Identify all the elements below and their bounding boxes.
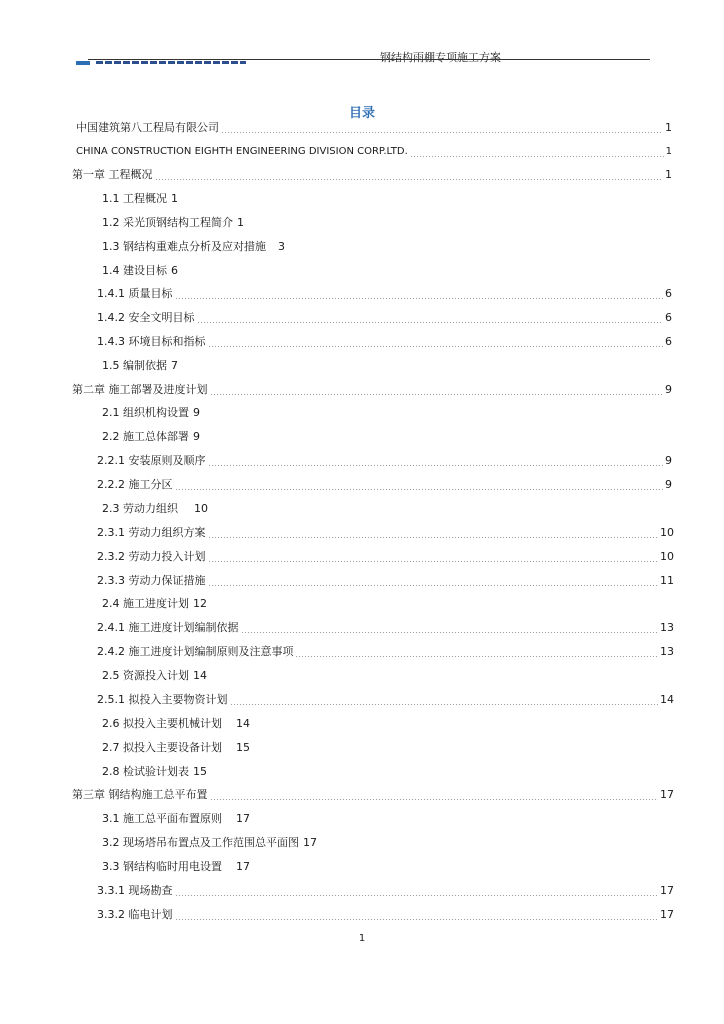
- dot-leader: [230, 704, 659, 705]
- toc-entry-page: 12: [193, 597, 207, 610]
- toc-entry-label: 3.3.2 临电计划: [97, 908, 173, 921]
- toc-entry-page: 1: [237, 216, 244, 229]
- toc-entry-page: 7: [171, 359, 178, 372]
- toc-entry[interactable]: [102, 809, 250, 829]
- dot-leader: [175, 895, 659, 896]
- toc-entry-label: CHINA CONSTRUCTION EIGHTH ENGINEERING DIVISION CORP.LTD.: [76, 146, 408, 157]
- toc-entry-page: 13: [660, 621, 674, 634]
- toc-entry-page: 6: [171, 264, 178, 277]
- toc-entry[interactable]: [97, 284, 672, 304]
- toc-entry-label: 2.3.3 劳动力保证措施: [97, 574, 206, 587]
- toc-entry-label: 2.7 拟投入主要设备计划: [102, 741, 222, 754]
- dot-leader: [210, 394, 664, 395]
- header-divider: [88, 59, 650, 60]
- toc-entry[interactable]: [97, 881, 674, 901]
- toc-entry-page: 13: [660, 645, 674, 658]
- toc-entry[interactable]: [102, 213, 244, 233]
- toc-entry-label: 第二章 施工部署及进度计划: [72, 383, 208, 396]
- toc-entry-label: 2.4.2 施工进度计划编制原则及注意事项: [97, 645, 294, 658]
- toc-entry-page: 17: [236, 860, 250, 873]
- toc-entry[interactable]: [102, 594, 207, 614]
- toc-entry-page: 17: [660, 884, 674, 897]
- toc-entry[interactable]: [102, 833, 317, 853]
- toc-entry[interactable]: [102, 403, 200, 423]
- dot-leader: [208, 585, 659, 586]
- toc-entry-label: 2.8 检试验计划表: [102, 765, 189, 778]
- toc-entry[interactable]: [102, 189, 178, 209]
- toc-entry-label: 1.4.3 环境目标和指标: [97, 335, 206, 348]
- toc-entry-label: 第三章 钢结构施工总平布置: [72, 788, 208, 801]
- toc-entry[interactable]: [97, 451, 672, 471]
- company-logo-icon: [76, 61, 90, 65]
- toc-entry[interactable]: [102, 714, 250, 734]
- toc-entry[interactable]: [97, 523, 674, 543]
- toc-entry-page: 1: [665, 168, 672, 181]
- toc-entry[interactable]: [102, 261, 178, 281]
- toc-entry[interactable]: [102, 356, 178, 376]
- toc-entry-label: 3.3 钢结构临时用电设置: [102, 860, 222, 873]
- toc-entry-label: 1.5 编制依据: [102, 359, 167, 372]
- toc-entry-label: 2.6 拟投入主要机械计划: [102, 717, 222, 730]
- toc-entry-page: 1: [171, 192, 178, 205]
- toc-entry[interactable]: [72, 785, 674, 805]
- dot-leader: [221, 132, 663, 133]
- dot-leader: [175, 489, 664, 490]
- toc-entry[interactable]: [72, 165, 672, 185]
- toc-entry[interactable]: [102, 762, 207, 782]
- toc-entry-label: 3.2 现场塔吊布置点及工作范围总平面图: [102, 836, 299, 849]
- toc-entry-page: 9: [193, 406, 200, 419]
- toc-entry-page: 6: [665, 287, 672, 300]
- toc-entry-label: 1.3 钢结构重难点分析及应对措施: [102, 240, 266, 253]
- dot-leader: [208, 537, 659, 538]
- toc-entry-page: 3: [278, 240, 285, 253]
- toc-entry[interactable]: [76, 142, 672, 162]
- toc-entry-page: 17: [660, 908, 674, 921]
- dot-leader: [175, 298, 664, 299]
- toc-entry-page: 11: [660, 574, 674, 587]
- toc-entry-label: 2.3.1 劳动力组织方案: [97, 526, 206, 539]
- toc-entry-page: 10: [660, 550, 674, 563]
- toc-entry[interactable]: [102, 666, 207, 686]
- toc-entry-label: 3.1 施工总平面布置原则: [102, 812, 222, 825]
- toc-entry-page: 9: [665, 383, 672, 396]
- toc-entry-page: 15: [193, 765, 207, 778]
- toc-entry[interactable]: [76, 118, 672, 138]
- company-logo-text-icon: [96, 60, 246, 65]
- toc-entry-page: 17: [660, 788, 674, 801]
- toc-entry-page: 9: [665, 478, 672, 491]
- toc-entry-label: 2.3 劳动力组织: [102, 502, 178, 515]
- toc-entry-label: 2.2 施工总体部署: [102, 430, 189, 443]
- toc-entry-label: 2.5 资源投入计划: [102, 669, 189, 682]
- toc-entry[interactable]: [72, 380, 672, 400]
- toc-entry[interactable]: [97, 571, 674, 591]
- dot-leader: [175, 919, 659, 920]
- dot-leader: [295, 656, 658, 657]
- toc-entry-page: 10: [194, 502, 208, 515]
- toc-entry[interactable]: [97, 547, 674, 567]
- toc-entry-page: 9: [193, 430, 200, 443]
- toc-entry-page: 17: [303, 836, 317, 849]
- toc-entry-page: 10: [660, 526, 674, 539]
- dot-leader: [197, 322, 664, 323]
- toc-entry-label: 2.1 组织机构设置: [102, 406, 189, 419]
- toc-entry-page: 6: [665, 311, 672, 324]
- toc-entry-page: 14: [236, 717, 250, 730]
- dot-leader: [208, 465, 664, 466]
- toc-entry-page: 9: [665, 454, 672, 467]
- toc-entry-page: 6: [665, 335, 672, 348]
- toc-entry-page: 17: [236, 812, 250, 825]
- toc-entry-page: 14: [660, 693, 674, 706]
- toc-entry[interactable]: [102, 237, 285, 257]
- document-header-title: 钢结构雨棚专项施工方案: [380, 51, 501, 64]
- dot-leader: [241, 632, 659, 633]
- toc-entry-label: 1.4.1 质量目标: [97, 287, 173, 300]
- toc-entry-label: 第一章 工程概况: [72, 168, 153, 181]
- toc-entry[interactable]: [102, 857, 250, 877]
- dot-leader: [208, 346, 664, 347]
- toc-entry-label: 1.4 建设目标: [102, 264, 167, 277]
- toc-entry-label: 2.5.1 拟投入主要物资计划: [97, 693, 228, 706]
- toc-entry[interactable]: [97, 690, 674, 710]
- toc-entry-label: 1.4.2 安全文明目标: [97, 311, 195, 324]
- toc-entry[interactable]: [102, 427, 200, 447]
- toc-entry-label: 中国建筑第八工程局有限公司: [76, 121, 219, 134]
- toc-entry-label: 2.2.2 施工分区: [97, 478, 173, 491]
- dot-leader: [210, 799, 659, 800]
- dot-leader: [155, 179, 664, 180]
- toc-entry[interactable]: [97, 642, 674, 662]
- toc-entry[interactable]: [97, 332, 672, 352]
- toc-entry[interactable]: [97, 475, 672, 495]
- toc-entry[interactable]: [102, 738, 250, 758]
- toc-entry-page: 14: [193, 669, 207, 682]
- toc-entry[interactable]: [97, 308, 672, 328]
- toc-entry-page: 15: [236, 741, 250, 754]
- dot-leader: [410, 156, 664, 157]
- toc-entry-label: 2.4 施工进度计划: [102, 597, 189, 610]
- toc-entry-label: 1.2 采光顶钢结构工程简介: [102, 216, 233, 229]
- toc-entry[interactable]: [97, 905, 674, 925]
- toc-entry-label: 2.4.1 施工进度计划编制依据: [97, 621, 239, 634]
- toc-entry-label: 3.3.1 现场勘查: [97, 884, 173, 897]
- page-number: 1: [358, 933, 366, 944]
- toc-title: 目录: [348, 106, 375, 121]
- dot-leader: [208, 561, 659, 562]
- toc-entry-label: 1.1 工程概况: [102, 192, 167, 205]
- toc-entry-label: 2.2.1 安装原则及顺序: [97, 454, 206, 467]
- toc-entry-page: 1: [665, 146, 672, 157]
- toc-entry-label: 2.3.2 劳动力投入计划: [97, 550, 206, 563]
- toc-entry[interactable]: [97, 618, 674, 638]
- toc-entry-page: 1: [665, 121, 672, 134]
- toc-entry[interactable]: [102, 499, 208, 519]
